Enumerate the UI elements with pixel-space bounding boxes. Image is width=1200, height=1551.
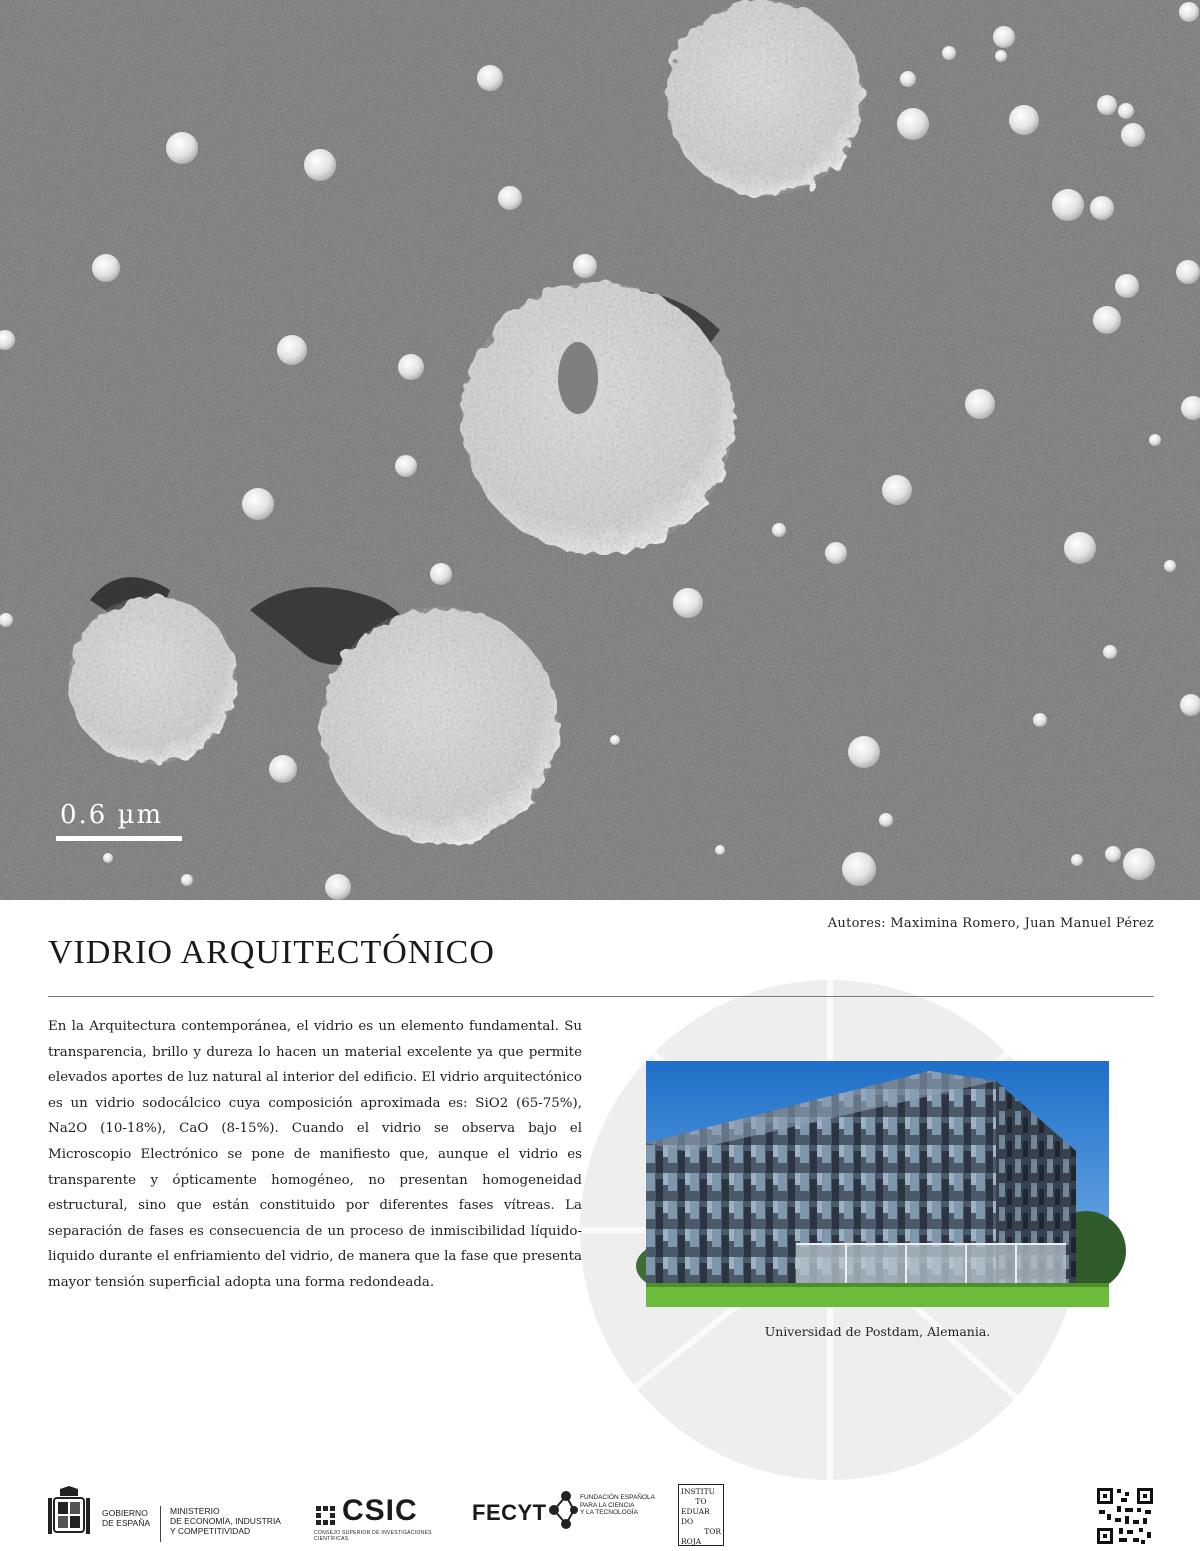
poster-text-panel [0,900,1200,1546]
ministerio-line-3: Y COMPETITIVIDAD [170,1526,251,1536]
instituto-eduardo-torroja-logo [678,1484,724,1546]
gobierno-line-1: GOBIERNO [102,1508,148,1518]
instituto-line-4: DO [681,1517,694,1526]
qr-code[interactable] [1095,1486,1155,1551]
body-paragraph: En la Arquitectura contemporánea, el vidrio es un elemento fundamental. Su transparencia, brillo y dureza lo hacen un material excelente ya que permite elevados aportes de luz natural al interior del edificio. El vidrio arquitectónico es un vidrio sodocálcico cuya composición aproximada es: SiO2 (65-75%), Na2O (10-18%), CaO (8-15%). Cuando el vidrio se observa bajo el Microscopio Electrónico se pone de manifiesto que, aunque el vidrio es transparente y ópticamente homogéneo, no presentan homogeneidad estructural, sino que están constituido por diferentes fases vítreas. La separación de fases es consecuencia de un proceso de inmiscibilidad líquido-liquido durante el enfriamiento del vidrio, de manera que la fase que presenta mayor tensión superficial adopta una forma redondeada. [48,1019,582,1290]
ministerio-line-2: DE ECONOMÍA, INDUSTRIA [170,1516,281,1526]
instituto-line-1: INSTITU [681,1487,715,1496]
fecyt-subtitle [580,1494,670,1517]
fecyt-molecule-icon [544,1488,580,1532]
gobierno-label [102,1508,150,1528]
fecyt-sub-line-3: Y LA TECNOLOGÍA [580,1509,638,1516]
fecyt-sub-line-2: PARA LA CIENCIA [580,1501,635,1509]
coat-of-arms-icon [48,1486,90,1540]
csic-emblem-icon [314,1504,338,1528]
scale-bar-label: 0.6 µm [60,800,164,830]
instituto-line-6: ROJA [681,1537,702,1546]
csic-subtitle: CONSEJO SUPERIOR DE INVESTIGACIONES CIENTÍFICAS [314,1530,432,1542]
logo-divider [160,1506,161,1542]
ministerio-label [170,1506,281,1536]
scale-bar [56,836,182,841]
gobierno-line-2: DE ESPAÑA [102,1518,151,1528]
instituto-line-2: TO [695,1497,707,1506]
csic-wordmark: CSIC [342,1494,418,1527]
title-divider [48,996,1154,997]
photo-caption: Universidad de Postdam, Alemania. [764,1324,991,1339]
instituto-line-3: EDUAR [681,1507,710,1516]
gobierno-de-espana-logo [48,1486,90,1545]
fecyt-wordmark: FECYT [472,1500,547,1525]
authors-credit: Autores: Maximina Romero, Juan Manuel Pérez [827,916,1154,931]
ministerio-line-1: MINISTERIO [170,1506,220,1516]
qr-code-icon [1095,1486,1155,1546]
fecyt-sub-line-1: FUNDACIÓN ESPAÑOLA [580,1494,656,1501]
instituto-line-5: TOR [704,1527,721,1536]
building-photo [646,1061,1109,1307]
poster-title: VIDRIO ARQUITECTÓNICO [48,934,495,971]
